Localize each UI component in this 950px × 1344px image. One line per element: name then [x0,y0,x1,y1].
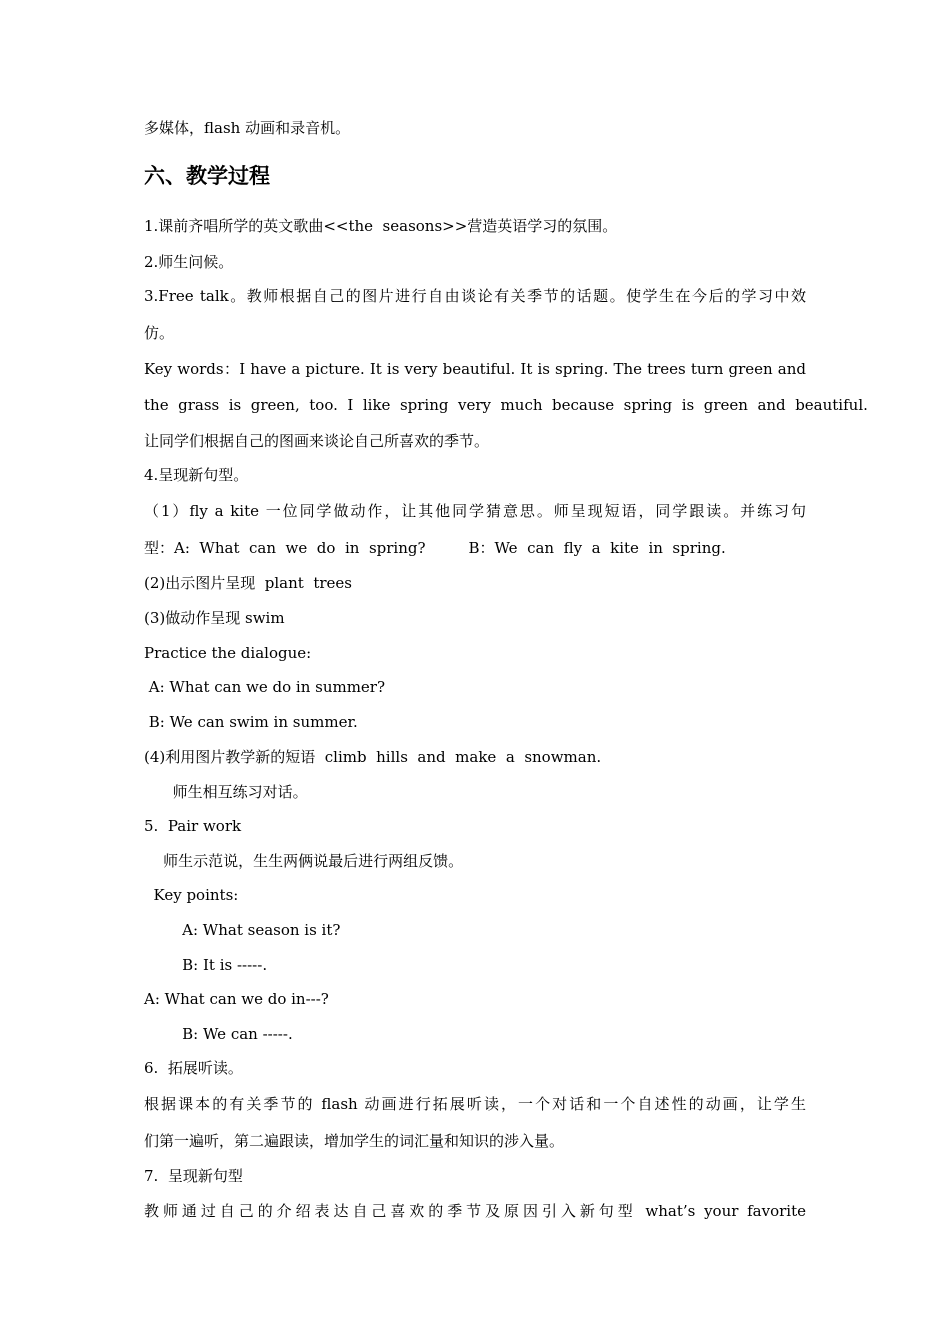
key-words-line-1: Key words：I have a picture. It is very beautiful. It is spring. The trees turn green and [144,360,806,378]
dialogue-a: A: What can we do in summer? [144,678,386,696]
materials-line: 多媒体，flash 动画和录音机。 [144,119,351,137]
step-7: 7. 呈现新句型 [144,1167,243,1185]
step-6-line-1: 根据课本的有关季节的 flash 动画进行拓展听读，一个对话和一个自述性的动画，让学生 [144,1095,806,1113]
step-5: 5. Pair work [144,817,242,835]
step-6-line-2: 们第一遍听，第二遍跟读，增加学生的词汇量和知识的涉入量。 [144,1132,565,1150]
step-4-2: (2)出示图片呈现 plant trees [144,574,353,592]
key-words-line-2: the grass is green, too. I like spring very much because spring is green and beautiful. [144,396,868,414]
discussion-line: 让同学们根据自己的图画来谈论自己所喜欢的季节。 [144,432,490,450]
step-4-1-line-1: （1）fly a kite 一位同学做动作，让其他同学猜意思。师呈现短语，同学跟读。并练习句 [144,502,806,520]
step-4-4: (4)利用图片教学新的短语 climb hills and make a snowman. [144,748,602,766]
step-4-3: (3)做动作呈现 swim [144,609,285,627]
step-6: 6. 拓展听读。 [144,1059,243,1077]
step-5-note: 师生示范说，生生两俩说最后进行两组反馈。 [144,852,464,870]
key-point-c: A: What can we do in---? [144,990,329,1008]
step-2: 2.师生问候。 [144,253,234,271]
step-3-line-2: 仿。 [144,324,175,342]
key-point-d: B: We can -----. [144,1025,293,1043]
practice-label: Practice the dialogue: [144,644,312,662]
practice-note: 师生相互练习对话。 [144,783,308,801]
dialogue-b: B: We can swim in summer. [144,713,358,731]
step-1: 1.课前齐唱所学的英文歌曲<<the seasons>>营造英语学习的氛围。 [144,217,618,235]
step-4: 4.呈现新句型。 [144,466,249,484]
step-7-line-1: 教师通过自己的介绍表达自己喜欢的季节及原因引入新句型 what’s your favorite [144,1202,806,1220]
key-points-label: Key points: [144,886,239,904]
key-point-b: B: It is -----. [144,956,268,974]
key-point-a: A: What season is it? [144,921,341,939]
section-heading: 六、教学过程 [144,164,270,188]
step-4-1-line-2: 型：A: What can we do in spring? B：We can fly a kite in spring. [144,539,726,557]
step-3-line-1: 3.Free talk。教师根据自己的图片进行自由谈论有关季节的话题。使学生在今后的学习中效 [144,287,806,305]
